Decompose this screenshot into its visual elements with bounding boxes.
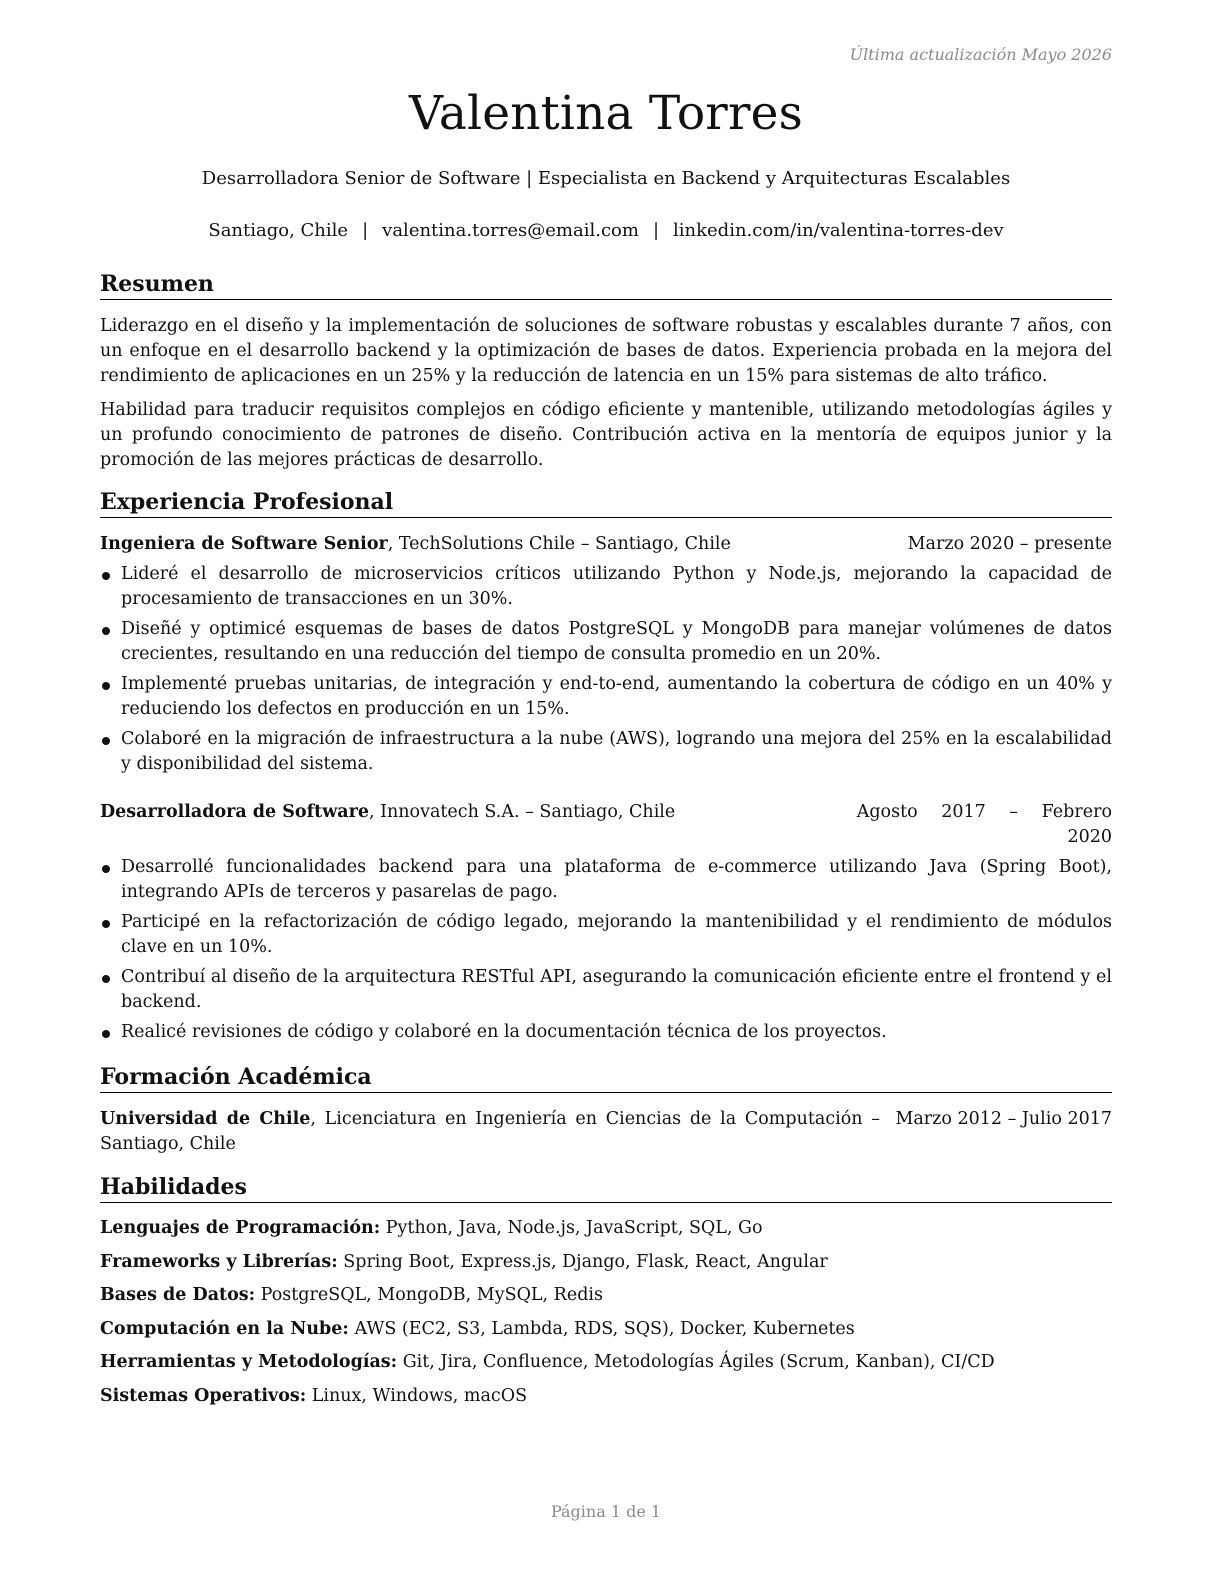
- candidate-name: Valentina Torres: [409, 86, 803, 141]
- job-role: Ingeniera de Software Senior: [100, 534, 388, 554]
- resume-page: [100, 0, 1112, 1584]
- list-item: Lideré el desarrollo de microservicios críticos utilizando Python y Node.js, mejorando la capacidad de procesamiento de transacciones en un 30%.: [100, 562, 1112, 612]
- list-item: Implementé pruebas unitarias, de integración y end-to-end, aumentando la cobertura de código en un 40% y reduciendo los defectos en producción en un 15%.: [100, 672, 1112, 722]
- job-dates: Agosto 2017 – Febrero 2020: [856, 802, 1112, 847]
- location: Santiago, Chile: [208, 220, 349, 241]
- list-item: Desarrollé funcionalidades backend para una plataforma de e-commerce utilizando Java (Spring Boot), integrando APIs de terceros y pasarelas de pago.: [100, 855, 1112, 905]
- email-link[interactable]: valentina.torres@email.com: [382, 220, 639, 241]
- skill-row: Sistemas Operativos: Linux, Windows, macOS: [100, 1386, 528, 1406]
- job-company: , Innovatech S.A. – Santiago, Chile: [368, 802, 676, 822]
- list-item: Participé en la refactorización de código legado, mejorando la mantenibilidad y el rendimiento de módulos clave en un 10%.: [100, 910, 1112, 960]
- summary-paragraph: Habilidad para traducir requisitos complejos en código eficiente y mantenible, utilizando metodologías ágiles y un profundo conocimiento de patrones de diseño. Contribución activa en la mentoría de equipos junior y la promoción de las mejores prácticas de desarrollo.: [100, 400, 1112, 471]
- skill-row: Bases de Datos: PostgreSQL, MongoDB, MySQL, Redis: [100, 1285, 603, 1305]
- page-number: Página 1 de 1: [550, 1502, 662, 1521]
- institution: Universidad de Chile: [100, 1109, 311, 1129]
- section-title-education: Formación Académica: [100, 1064, 1112, 1093]
- job-bullets: [100, 562, 1112, 782]
- section-title-summary: Resumen: [100, 271, 1112, 300]
- headline: Desarrolladora Senior de Software | Especialista en Backend y Arquitecturas Escalables: [201, 168, 1011, 189]
- skill-row: Frameworks y Librerías: Spring Boot, Express.js, Django, Flask, React, Angular: [100, 1252, 828, 1272]
- contact-line: [100, 220, 1112, 241]
- list-item: Realicé revisiones de código y colaboré en la documentación técnica de los proyectos.: [100, 1020, 1112, 1045]
- degree: , Licenciatura en Ingeniería en Ciencias de la Computación – Santiago, Chile: [100, 1109, 880, 1155]
- last-updated: Última actualización Mayo 2026: [849, 45, 1112, 64]
- job-bullets: [100, 855, 1112, 1050]
- list-item: Colaboré en la migración de infraestructura a la nube (AWS), logrando una mejora del 25% en la escalabilidad y disponibilidad del sistema.: [100, 727, 1112, 777]
- linkedin-link[interactable]: linkedin.com/in/valentina-torres-dev: [673, 220, 1004, 241]
- skill-row: Computación en la Nube: AWS (EC2, S3, Lambda, RDS, SQS), Docker, Kubernetes: [100, 1319, 855, 1339]
- section-title-experience: Experiencia Profesional: [100, 489, 1112, 518]
- skill-row: Herramientas y Metodologías: Git, Jira, Confluence, Metodologías Ágiles (Scrum, Kanban), CI/CD: [100, 1352, 995, 1372]
- education-dates: Marzo 2012 – Julio 2017: [895, 1109, 1112, 1129]
- section-title-skills: Habilidades: [100, 1174, 1112, 1203]
- job-role: Desarrolladora de Software: [100, 802, 369, 822]
- list-item: Diseñé y optimicé esquemas de bases de datos PostgreSQL y MongoDB para manejar volúmenes de datos crecientes, resultando en una reducción del tiempo de consulta promedio en un 20%.: [100, 617, 1112, 667]
- separator: |: [652, 220, 660, 241]
- skill-row: Lenguajes de Programación: Python, Java, Node.js, JavaScript, SQL, Go: [100, 1218, 763, 1238]
- job-dates: Marzo 2020 – presente: [907, 534, 1112, 554]
- job-company: , TechSolutions Chile – Santiago, Chile: [387, 534, 731, 554]
- list-item: Contribuí al diseño de la arquitectura RESTful API, asegurando la comunicación eficiente entre el frontend y el backend.: [100, 965, 1112, 1015]
- separator: |: [362, 220, 369, 241]
- summary-paragraph: Liderazgo en el diseño y la implementación de soluciones de software robustas y escalables durante 7 años, con un enfoque en el desarrollo backend y la optimización de bases de datos. Experiencia probada en la mejora del rendimiento de aplicaciones en un 25% y la reducción de latencia en un 15% para sistemas de alto tráfico.: [100, 316, 1112, 387]
